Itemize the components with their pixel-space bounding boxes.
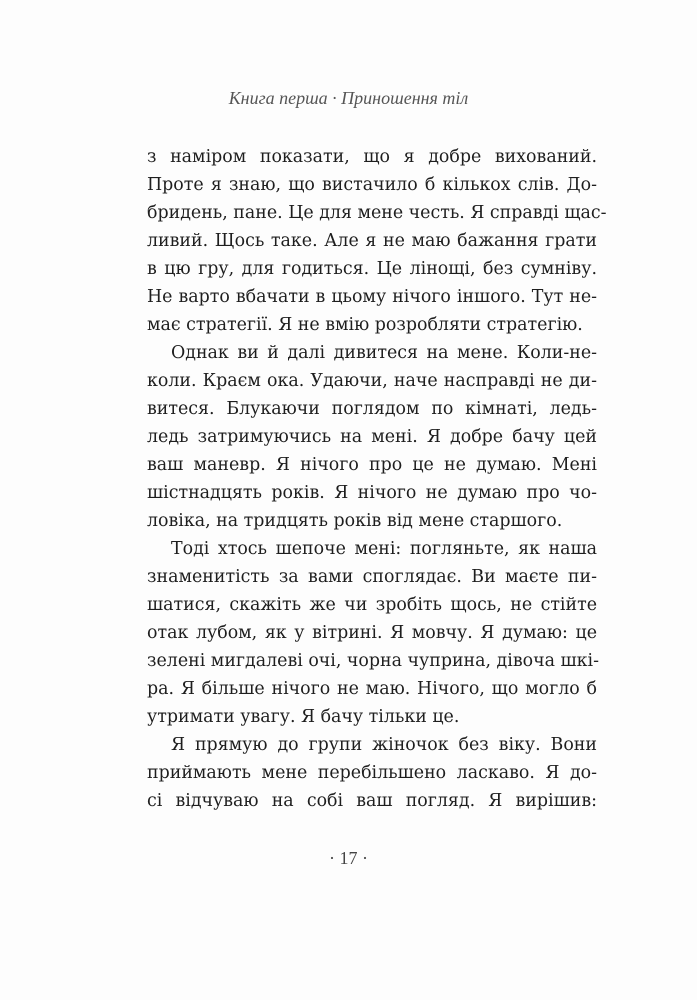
text-line: шістнадцять років. Я нічого не думаю про чо-	[147, 483, 597, 503]
text-line: ливий. Щось таке. Але я не маю бажання грати	[147, 231, 597, 251]
text-line: бридень, пане. Це для мене честь. Я справді щас-	[147, 203, 607, 223]
paragraph	[147, 339, 597, 535]
text-line: витеся. Блукаючи поглядом по кімнаті, ледь-	[147, 399, 597, 419]
text-line: утримати увагу. Я бачу тільки це.	[147, 707, 460, 727]
paragraph	[147, 731, 597, 815]
text-line: Тоді хтось шепоче мені: погляньте, як наша	[171, 539, 597, 559]
text-line: отак лубом, як у вітрині. Я мовчу. Я думаю: це	[147, 623, 597, 643]
paragraph	[147, 535, 597, 731]
text-line: Однак ви й далі дивитеся на мене. Коли-не-	[171, 343, 597, 363]
text-line: ра. Я більше нічого не маю. Нічого, що могло б	[147, 679, 597, 699]
text-line: Проте я знаю, що вистачило б кількох слів. До-	[147, 175, 597, 195]
text-line: приймають мене перебільшено ласкаво. Я до-	[147, 763, 597, 783]
running-head: Книга перша · Приношення тіл	[228, 88, 469, 108]
text-line: зелені мигдалеві очі, чорна чуприна, дівоча шкі-	[147, 651, 599, 671]
text-line: коли. Краєм ока. Удаючи, наче насправді не ди-	[147, 371, 597, 391]
text-line: ваш маневр. Я нічого про це не думаю. Мені	[147, 455, 597, 475]
text-line: Не варто вбачати в цьому нічого іншого. Тут не-	[147, 287, 597, 307]
text-line: ледь затримуючись на мені. Я добре бачу цей	[147, 427, 597, 447]
text-line: з наміром показати, що я добре вихований.	[147, 147, 597, 167]
body-text	[147, 143, 607, 815]
text-line: ловіка, на тридцять років від мене старшого.	[147, 511, 563, 531]
text-line: в цю гру, для годиться. Це лінощі, без сумніву.	[147, 259, 597, 279]
text-line: має стратегії. Я не вмію розробляти стратегію.	[147, 315, 583, 335]
paragraph	[147, 143, 607, 339]
text-line: шатися, скажіть же чи зробіть щось, не стійте	[147, 595, 597, 615]
page-number: · 17 ·	[329, 848, 368, 868]
text-line: Я прямую до групи жіночок без віку. Вони	[171, 735, 597, 755]
text-line: сі відчуваю на собі ваш погляд. Я вирішив:	[147, 791, 597, 811]
text-line: знаменитість за вами споглядає. Ви маєте пи-	[147, 567, 597, 587]
